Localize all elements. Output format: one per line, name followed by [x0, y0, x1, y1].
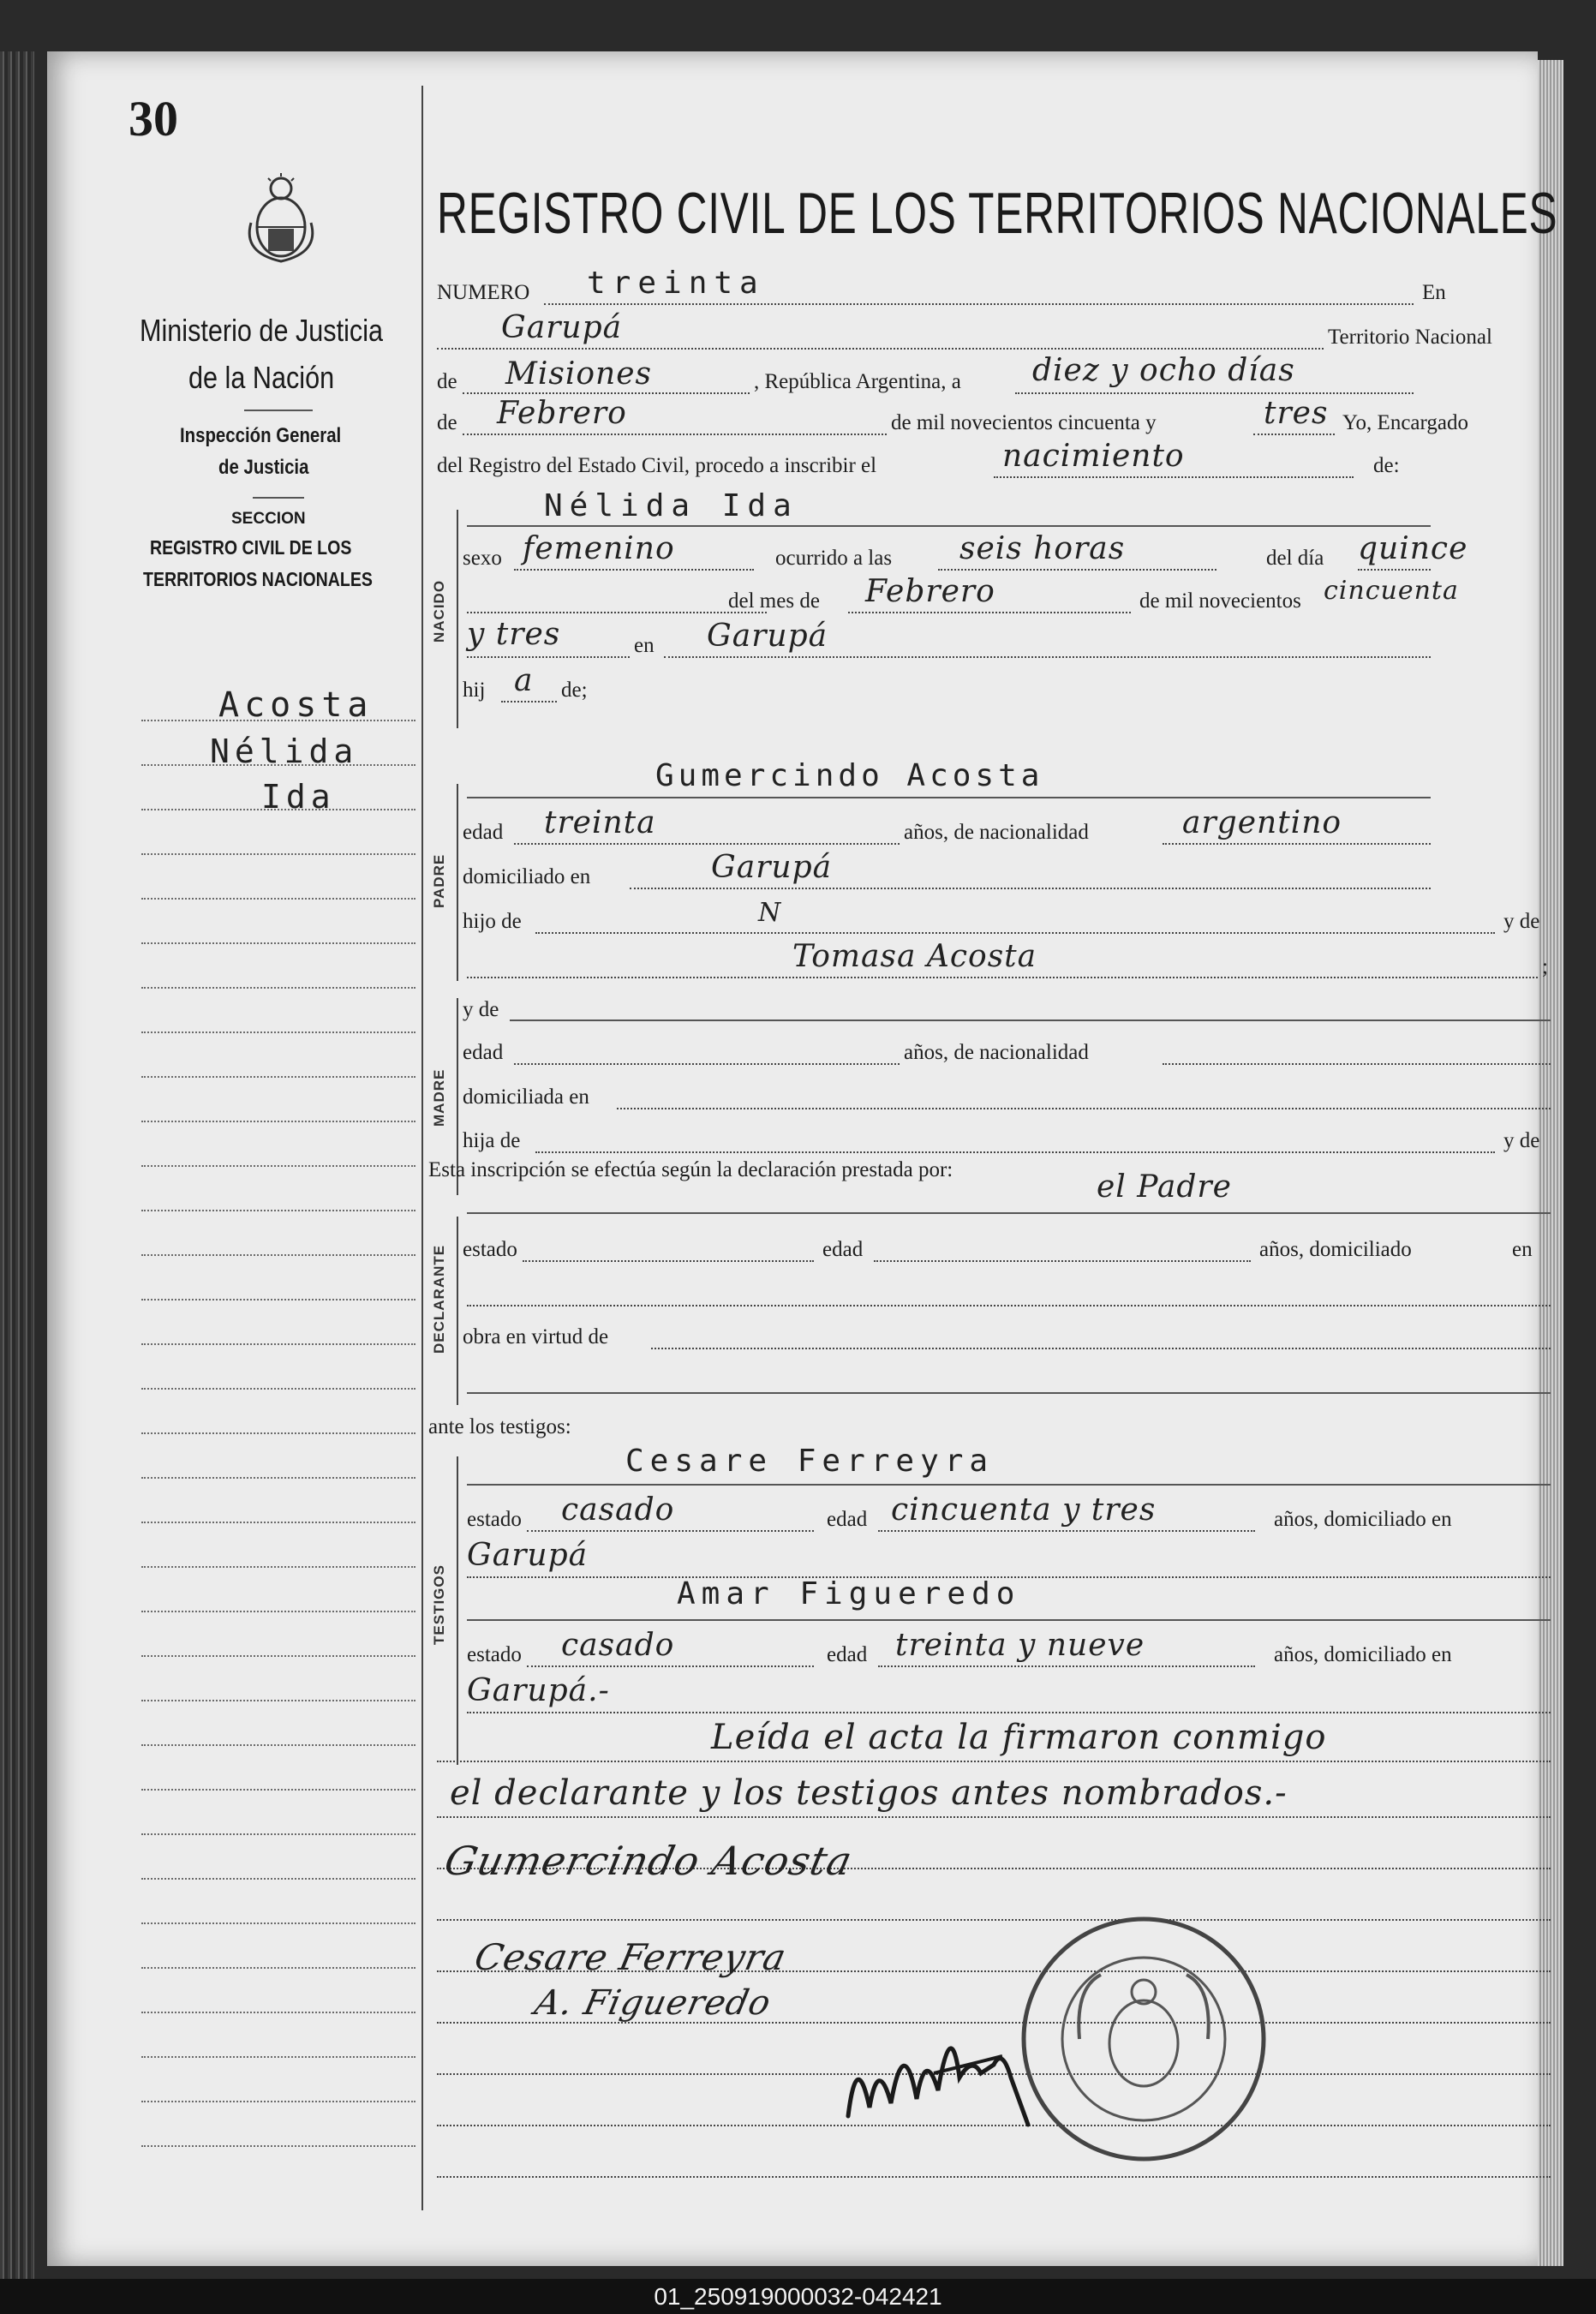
declarant-edad-line	[874, 1260, 1251, 1262]
father-edad-label: edad	[463, 821, 504, 844]
sidebar-ruled-line	[141, 1922, 415, 1924]
sidebar-ruled-line	[141, 1744, 415, 1746]
place-value: Garupá	[501, 310, 623, 345]
sidebar-ruled-line	[141, 1611, 415, 1612]
sexo-value: femenino	[523, 531, 675, 566]
closing-line-2: el declarante y los testigos antes nombrados.-	[450, 1773, 1288, 1813]
nacido-bracket	[457, 510, 458, 728]
hour-line	[938, 569, 1216, 571]
declarante-section-label: DECLARANTE	[431, 1244, 447, 1354]
witness-2-name-rule	[467, 1619, 1551, 1621]
witness-1-age-line	[878, 1530, 1255, 1532]
territorio-label: Territorio Nacional	[1328, 326, 1492, 349]
registro-label: del Registro del Estado Civil, procedo a inscribir el	[437, 454, 877, 477]
image-id-footer: 01_250919000032-042421	[0, 2279, 1596, 2314]
birth-year-line-2	[467, 656, 630, 658]
marginal-surname: Acosta	[218, 685, 374, 725]
form-title: REGISTRO CIVIL DE LOS TERRITORIOS NACIONALES	[437, 181, 1558, 246]
witness-2-age-line	[878, 1665, 1255, 1667]
month-value: Febrero	[497, 396, 627, 431]
marginal-second-name: Ida	[261, 778, 336, 816]
sidebar-ruled-line	[141, 1566, 415, 1568]
sidebar-ruled-line	[141, 942, 415, 944]
sidebar-ruled-line	[141, 2012, 415, 2013]
en-label: En	[1422, 281, 1446, 304]
witness-1-anos-label: años, domiciliado en	[1274, 1508, 1452, 1531]
place-line	[437, 348, 1324, 350]
madre-section-label: MADRE	[431, 1068, 447, 1127]
declarante-bracket	[457, 1217, 458, 1405]
closing-line-1: Leída el acta la firmaron conmigo	[711, 1718, 1327, 1757]
child-name: Nélida Ida	[544, 488, 798, 523]
sidebar-ruled-line	[141, 1076, 415, 1078]
year-line	[1253, 434, 1335, 435]
sidebar-ruled-line	[141, 1031, 415, 1033]
sidebar-ruled-line	[141, 1833, 415, 1835]
father-age-value: treinta	[544, 805, 656, 840]
sidebar-ruled-line	[141, 2145, 415, 2147]
declaration-label: Esta inscripción se efectúa según la declaración prestada por:	[428, 1158, 953, 1181]
de-end-label: de:	[1373, 454, 1400, 477]
father-y-de-label: y de	[1503, 910, 1540, 933]
father-name: Gumercindo Acosta	[655, 758, 1044, 793]
ministry-line-1: Ministerio de Justicia	[140, 313, 384, 348]
father-hijo-line	[535, 932, 1495, 934]
witness-2-age-value: treinta y nueve	[895, 1628, 1145, 1663]
sidebar-ruled-line	[141, 1477, 415, 1479]
sidebar-ruled-line	[141, 2056, 415, 2058]
sidebar-ruled-line	[141, 1299, 415, 1301]
coat-of-arms-icon	[242, 171, 320, 266]
de-label-1: de	[437, 370, 457, 393]
obra-rule	[467, 1392, 1551, 1394]
mother-domicilio-label: domiciliada en	[463, 1085, 589, 1109]
father-anos-label: años, de nacionalidad	[904, 821, 1089, 844]
father-hijo-value: N	[758, 898, 782, 928]
date-days-line	[1015, 392, 1414, 394]
republica-label: , República Argentina, a	[754, 370, 961, 393]
month-line	[463, 434, 887, 435]
child-name-rule	[467, 525, 1431, 527]
sexo-line	[514, 569, 754, 571]
padre-section-label: PADRE	[431, 853, 447, 908]
witness-1-name-rule	[467, 1484, 1551, 1486]
sidebar-ruled-line	[141, 764, 415, 766]
testigos-section-label: TESTIGOS	[431, 1564, 447, 1645]
document-page	[47, 51, 1558, 2266]
mother-name-rule	[510, 1019, 1551, 1021]
signature-father: Gumercindo Acosta	[440, 1838, 858, 1884]
father-name-rule	[467, 797, 1431, 798]
dia-label: del día	[1266, 547, 1324, 570]
sidebar-rule-1	[244, 410, 313, 411]
mes-pre-line	[467, 612, 767, 613]
mother-anos-label: años, de nacionalidad	[904, 1041, 1089, 1064]
mother-nationality-line	[1163, 1063, 1551, 1065]
official-stamp-icon	[1015, 1910, 1272, 2168]
father-domicile-line	[630, 888, 1431, 889]
father-mother-value: Tomasa Acosta	[792, 939, 1037, 974]
sidebar-ruled-line	[141, 1967, 415, 1969]
obra-label: obra en virtud de	[463, 1325, 609, 1348]
closing-line-2-rule	[437, 1816, 1551, 1818]
sidebar-ruled-line	[141, 1254, 415, 1256]
witness-1-estado-value: casado	[561, 1492, 675, 1528]
territory-value: Misiones	[505, 356, 653, 392]
witness-2-edad-label: edad	[827, 1643, 868, 1666]
declaration-rule	[467, 1212, 1551, 1214]
birth-place-value: Garupá	[707, 619, 828, 654]
witness-2-anos-label: años, domiciliado en	[1274, 1643, 1452, 1666]
witness-2-domicile-line	[467, 1712, 1551, 1713]
act-line	[994, 476, 1354, 478]
blank-line-7	[437, 2176, 1551, 2178]
birth-year-value-2: y tres	[467, 617, 561, 652]
mother-hija-line	[535, 1151, 1495, 1153]
section-line-2: TERRITORIOS NACIONALES	[143, 568, 373, 590]
father-domicilio-label: domiciliado en	[463, 865, 591, 888]
sidebar-ruled-line	[141, 720, 415, 721]
hij-suffix-value: a	[514, 663, 534, 698]
witnesses-label: ante los testigos:	[428, 1415, 571, 1438]
numero-line	[544, 303, 1414, 305]
obra-line	[651, 1348, 1551, 1349]
mes-label: del mes de	[728, 589, 820, 613]
date-days-value: diez y ocho días	[1032, 353, 1295, 388]
sidebar-ruled-line	[141, 1700, 415, 1701]
sidebar-rule-2	[253, 497, 304, 499]
declarant-en-label: en	[1512, 1238, 1533, 1261]
birth-place-line	[664, 656, 1431, 658]
declarant-edad-label: edad	[822, 1238, 864, 1261]
day-value: quince	[1358, 531, 1468, 566]
witness-1-age-value: cincuenta y tres	[891, 1492, 1157, 1528]
declaration-value: el Padre	[1097, 1169, 1232, 1205]
father-nationality-line	[1163, 843, 1431, 845]
nacido-section-label: NACIDO	[431, 579, 447, 643]
closing-line-1-rule	[437, 1761, 1551, 1762]
year-value: tres	[1264, 396, 1329, 431]
father-domicile-value: Garupá	[711, 850, 833, 885]
mil-label: de mil novecientos cincuenta y	[891, 411, 1157, 434]
witness-1-estado-label: estado	[467, 1508, 522, 1531]
de-label-2: de	[437, 411, 457, 434]
act-value: nacimiento	[1002, 439, 1185, 474]
mother-domicile-line	[617, 1108, 1551, 1109]
yo-encargado-label: Yo, Encargado	[1342, 411, 1468, 434]
hij-label: hij	[463, 679, 486, 702]
sidebar-ruled-line	[141, 1522, 415, 1523]
sidebar-divider	[421, 86, 423, 2210]
inspection-line-1: Inspección General	[180, 424, 342, 447]
witness-1-estado-line	[527, 1530, 814, 1532]
witness-2-name: Amar Figueredo	[677, 1576, 1021, 1611]
sidebar-ruled-line	[141, 1878, 415, 1880]
testigos-bracket	[457, 1456, 458, 1765]
witness-1-edad-label: edad	[827, 1508, 868, 1531]
sidebar-ruled-line	[141, 1165, 415, 1167]
padre-bracket	[457, 784, 458, 981]
mother-hija-label: hija de	[463, 1129, 521, 1152]
sidebar-ruled-line	[141, 2101, 415, 2102]
sidebar-ruled-line	[141, 898, 415, 900]
mother-age-line	[514, 1063, 900, 1065]
book-spine	[0, 51, 34, 2279]
hij-line	[501, 701, 557, 703]
blank-line-2	[437, 1919, 1551, 1921]
birth-month-value: Febrero	[865, 574, 995, 609]
hij-de-label: de;	[561, 679, 588, 702]
sidebar-ruled-line	[141, 1388, 415, 1390]
sexo-label: sexo	[463, 547, 502, 570]
witness-2-estado-line	[527, 1665, 814, 1667]
declarant-domicile-line	[467, 1305, 1551, 1306]
sidebar-ruled-line	[141, 1343, 415, 1345]
numero-value: treinta	[587, 266, 765, 301]
witness-2-domicile-value: Garupá.-	[467, 1673, 610, 1708]
birth-en-label: en	[634, 634, 655, 657]
witness-1-name: Cesare Ferreyra	[625, 1444, 995, 1479]
sidebar-ruled-line	[141, 809, 415, 810]
day-line	[1358, 569, 1431, 571]
witness-1-domicile-value: Garupá	[467, 1538, 589, 1573]
father-mother-line	[467, 977, 1538, 978]
sidebar-ruled-line	[141, 853, 415, 855]
declarant-anos-label: años, domiciliado	[1259, 1238, 1412, 1261]
sidebar-ruled-line	[141, 987, 415, 989]
sidebar-ruled-line	[141, 1121, 415, 1122]
sidebar-ruled-line	[141, 1655, 415, 1657]
numero-label: NUMERO	[437, 281, 530, 304]
signature-witness-2: A. Figueredo	[531, 1983, 775, 2023]
mother-edad-label: edad	[463, 1041, 504, 1064]
father-semicolon: ;	[1542, 955, 1548, 978]
birth-year-value-1: cincuenta	[1324, 576, 1459, 606]
birth-mil-label: de mil novecientos	[1139, 589, 1301, 613]
sidebar-ruled-line	[141, 1210, 415, 1211]
inspection-line-2: de Justicia	[218, 456, 309, 479]
ministry-line-2: de la Nación	[188, 360, 335, 395]
section-label: SECCION	[231, 510, 306, 528]
ocurrido-label: ocurrido a las	[775, 547, 893, 570]
page-number: 30	[129, 91, 178, 146]
witness-2-estado-value: casado	[561, 1628, 675, 1663]
father-nationality-value: argentino	[1182, 805, 1342, 840]
hour-value: seis horas	[959, 531, 1126, 566]
declarant-estado-label: estado	[463, 1238, 517, 1261]
birth-month-line	[848, 612, 1131, 613]
signature-witness-1: Cesare Ferreyra	[470, 1936, 791, 1978]
father-hijo-label: hijo de	[463, 910, 522, 933]
section-line-1: REGISTRO CIVIL DE LOS	[150, 536, 352, 559]
territory-line	[463, 392, 750, 394]
declarant-estado-line	[523, 1260, 814, 1262]
sidebar-ruled-line	[141, 1789, 415, 1791]
mother-y-de-label: y de	[463, 998, 499, 1021]
mother-y-de-end: y de	[1503, 1129, 1540, 1152]
sidebar-ruled-line	[141, 1432, 415, 1434]
witness-2-estado-label: estado	[467, 1643, 522, 1666]
father-age-line	[514, 843, 900, 845]
marginal-first-name: Nélida	[210, 732, 359, 770]
